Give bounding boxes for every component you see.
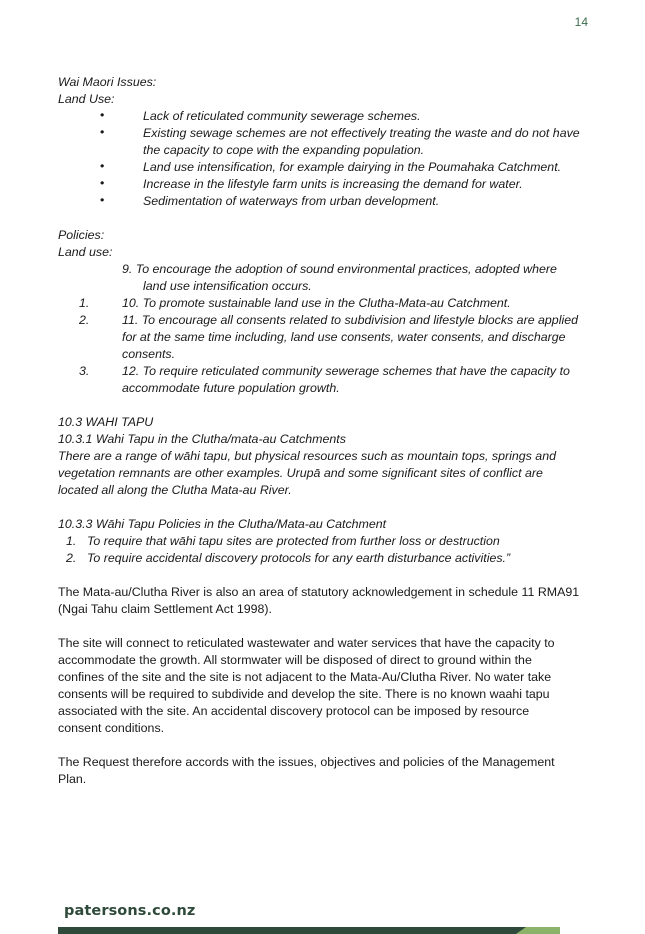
policy-item-continuation: consents.: [122, 347, 176, 361]
paragraph-line: consent conditions.: [58, 721, 165, 735]
paragraph-line: The site will connect to reticulated wastewater and water services that have the capacity to: [58, 636, 555, 650]
policy-item-continuation: land use intensification occurs.: [143, 279, 312, 293]
subsection-heading: 10.3.3 Wāhi Tapu Policies in the Clutha/Mata-au Catchment: [58, 517, 387, 531]
bullet: •: [100, 125, 105, 139]
policy-outer-number: 1.: [79, 296, 90, 310]
policy-outer-number: 2.: [79, 313, 90, 327]
bullet: •: [100, 159, 105, 173]
list-item: To require accidental discovery protocols for any earth disturbance activities.”: [87, 551, 511, 565]
page-number: 14: [574, 15, 588, 29]
paragraph-line: located all along the Clutha Mata-au River.: [58, 483, 292, 497]
issue-item: Existing sewage schemes are not effectively treating the waste and do not have: [143, 126, 580, 140]
policies-label: Policies:: [58, 228, 105, 242]
list-number: 2.: [66, 551, 77, 565]
policy-item: 10. To promote sustainable land use in the Clutha-Mata-au Catchment.: [122, 296, 511, 310]
issue-item: Lack of reticulated community sewerage schemes.: [143, 109, 421, 123]
bullet: •: [100, 108, 105, 122]
land-use-label: Land use:: [58, 245, 113, 259]
paragraph-line: There are a range of wāhi tapu, but physical resources such as mountain tops, springs and: [58, 449, 556, 463]
issue-item: Land use intensification, for example dairying in the Poumahaka Catchment.: [143, 160, 562, 174]
paragraph-line: consents will be required to subdivide and develop the site. There is no known waahi tapu: [58, 687, 550, 701]
issue-item: Sedimentation of waterways from urban development.: [143, 194, 440, 208]
policy-outer-number: 3.: [79, 364, 90, 378]
policy-item: 12. To require reticulated community sewerage schemes that have the capacity to: [122, 364, 570, 378]
policy-item: 11. To encourage all consents related to subdivision and lifestyle blocks are applied: [122, 313, 578, 327]
list-number: 1.: [66, 534, 77, 548]
bullet: •: [100, 176, 105, 190]
footer-bar: [58, 927, 560, 934]
paragraph-line: accommodate the growth. All stormwater will be disposed of direct to ground within the: [58, 653, 532, 667]
footer-logo[interactable]: patersons.co.nz: [64, 903, 196, 919]
paragraph-line: confines of the site and the site is not adjacent to the Mata-Au/Clutha River. No water take: [58, 670, 552, 684]
policy-item-continuation: for at the same time including, land use consents, water consents, and discharge: [122, 330, 566, 344]
paragraph-line: associated with the site. An accidental discovery protocol can be imposed by resource: [58, 704, 530, 718]
issue-item: Increase in the lifestyle farm units is increasing the demand for water.: [143, 177, 523, 191]
policy-item-continuation: accommodate future population growth.: [122, 381, 340, 395]
issue-item-continuation: the capacity to cope with the expanding population.: [143, 143, 425, 157]
paragraph-line: The Request therefore accords with the issues, objectives and policies of the Management: [58, 755, 555, 769]
paragraph-line: vegetation remnants are other examples. Urupā and some significant sites of conflict are: [58, 466, 543, 480]
paragraph-line: (Ngai Tahu claim Settlement Act 1998).: [58, 602, 272, 616]
paragraph-line: The Mata-au/Clutha River is also an area of statutory acknowledgement in schedule 11 RMA91: [58, 585, 580, 599]
land-use-label: Land Use:: [58, 92, 115, 106]
bullet: •: [100, 193, 105, 207]
issues-heading: Wai Maori Issues:: [58, 75, 157, 89]
section-heading: 10.3 WAHI TAPU: [58, 415, 154, 429]
paragraph-line: Plan.: [58, 772, 87, 786]
subsection-heading: 10.3.1 Wahi Tapu in the Clutha/mata-au Catchments: [58, 432, 346, 446]
list-item: To require that wāhi tapu sites are protected from further loss or destruction: [87, 534, 500, 548]
policy-item: 9. To encourage the adoption of sound environmental practices, adopted where: [122, 262, 557, 276]
